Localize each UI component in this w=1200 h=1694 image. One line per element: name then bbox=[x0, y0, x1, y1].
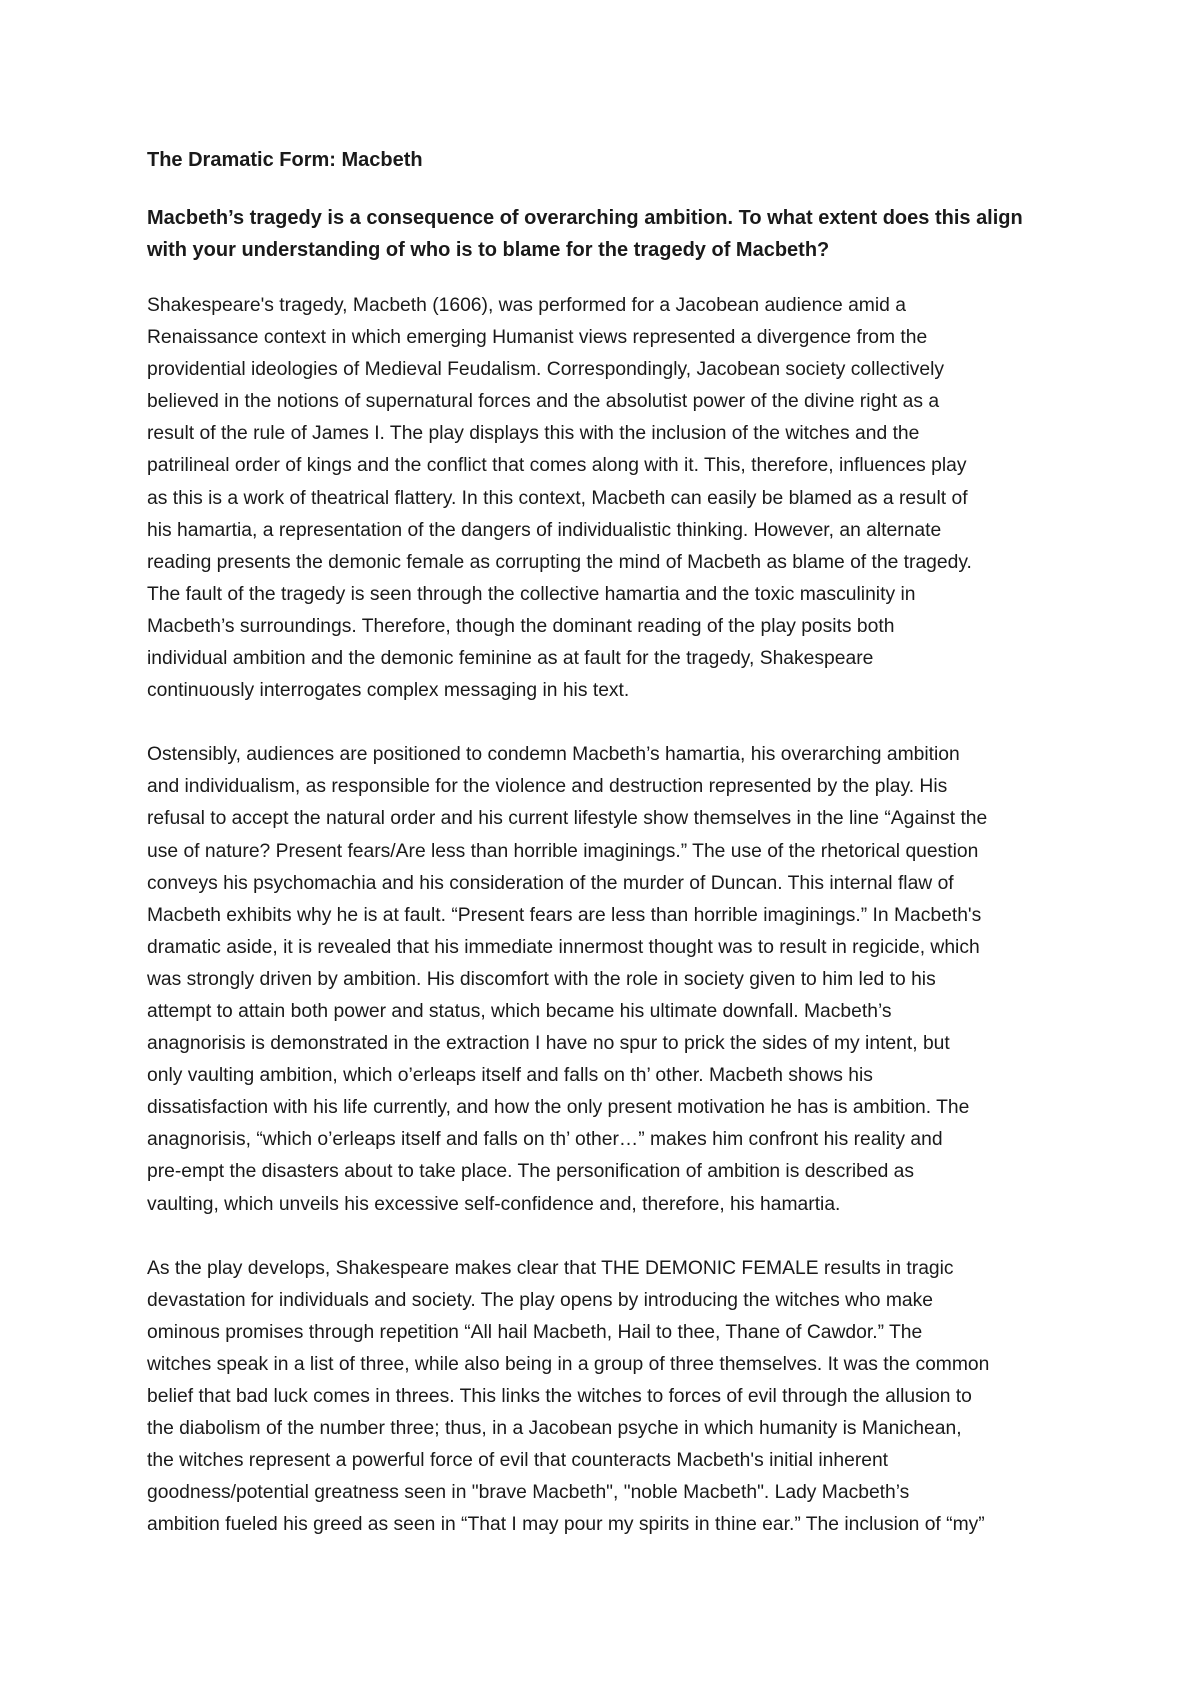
essay-question bbox=[147, 202, 1077, 266]
paragraph-line: witches speak in a list of three, while also being in a group of three themselves. It was the common bbox=[147, 1353, 990, 1375]
paragraph-line: only vaulting ambition, which o’erleaps itself and falls on th’ other. Macbeth shows his bbox=[147, 1065, 873, 1087]
paragraph-line: goodness/potential greatness seen in "brave Macbeth", "noble Macbeth". Lady Macbeth’s bbox=[147, 1482, 910, 1504]
paragraph-line: result of the rule of James I. The play displays this with the inclusion of the witches and the bbox=[147, 423, 920, 445]
paragraph-line: pre-empt the disasters about to take place. The personification of ambition is described as bbox=[147, 1161, 915, 1183]
paragraph-line: As the play develops, Shakespeare makes clear that THE DEMONIC FEMALE results in tragic bbox=[147, 1257, 954, 1279]
question-line: with your understanding of who is to blame for the tragedy of Macbeth? bbox=[147, 239, 830, 261]
paragraph-line: continuously interrogates complex messaging in his text. bbox=[147, 680, 630, 702]
paragraph-line: and individualism, as responsible for the violence and destruction represented by the play. His bbox=[147, 776, 948, 798]
paragraph-line: Shakespeare's tragedy, Macbeth (1606), was performed for a Jacobean audience amid a bbox=[147, 295, 906, 316]
paragraph-line: anagnorisis, “which o’erleaps itself and falls on th’ other…” makes him confront his reality and bbox=[147, 1129, 943, 1151]
question-line: Macbeth’s tragedy is a consequence of overarching ambition. To what extent does this align bbox=[147, 207, 1023, 229]
paragraph-line: believed in the notions of supernatural forces and the absolutist power of the divine right as a bbox=[147, 391, 940, 413]
paragraph-line: ambition fueled his greed as seen in “That I may pour my spirits in thine ear.” The inclusion of “my” bbox=[147, 1514, 985, 1536]
paragraph-line: dramatic aside, it is revealed that his immediate innermost thought was to result in regicide, which bbox=[147, 936, 980, 958]
document-page bbox=[147, 140, 1077, 1573]
paragraph-line: devastation for individuals and society. The play opens by introducing the witches who make bbox=[147, 1289, 933, 1311]
paragraph-line: patrilineal order of kings and the conflict that comes along with it. This, therefore, influences play bbox=[147, 455, 967, 477]
paragraph-line: as this is a work of theatrical flattery. In this context, Macbeth can easily be blamed as a result of bbox=[147, 487, 968, 509]
paragraph-line: refusal to accept the natural order and his current lifestyle show themselves in the line “Against the bbox=[147, 808, 988, 830]
paragraph-line: Macbeth exhibits why he is at fault. “Present fears are less than horrible imaginings.” In Macbeth's bbox=[147, 904, 982, 926]
paragraph-line: Macbeth’s surroundings. Therefore, though the dominant reading of the play posits both bbox=[147, 615, 895, 637]
paragraph-line: vaulting, which unveils his excessive self-confidence and, therefore, his hamartia. bbox=[147, 1193, 841, 1215]
body-paragraph bbox=[147, 290, 1077, 707]
paragraph-line: attempt to attain both power and status, which became his ultimate downfall. Macbeth’s bbox=[147, 1000, 892, 1022]
paragraph-line: anagnorisis is demonstrated in the extraction I have no spur to prick the sides of my intent, but bbox=[147, 1033, 950, 1055]
body-paragraph bbox=[147, 739, 1077, 1220]
paragraph-line: Ostensibly, audiences are positioned to condemn Macbeth’s hamartia, his overarching ambition bbox=[147, 744, 960, 766]
paragraph-line: belief that bad luck comes in threes. This links the witches to forces of evil through the allusion to bbox=[147, 1386, 972, 1407]
essay-body bbox=[147, 290, 1077, 1541]
paragraph-line: providential ideologies of Medieval Feudalism. Correspondingly, Jacobean society collectively bbox=[147, 359, 945, 381]
paragraph-line: was strongly driven by ambition. His discomfort with the role in society given to him led to his bbox=[147, 968, 936, 990]
paragraph-line: use of nature? Present fears/Are less than horrible imaginings.” The use of the rhetorical question bbox=[147, 840, 979, 862]
paragraph-line: ominous promises through repetition “All hail Macbeth, Hail to thee, Thane of Cawdor.” The bbox=[147, 1321, 923, 1343]
paragraph-line: The fault of the tragedy is seen through the collective hamartia and the toxic masculinity in bbox=[147, 583, 916, 605]
paragraph-line: the diabolism of the number three; thus, in a Jacobean psyche in which humanity is Manichean, bbox=[147, 1418, 962, 1440]
paragraph-line: the witches represent a powerful force of evil that counteracts Macbeth's initial inherent bbox=[147, 1450, 889, 1472]
body-paragraph bbox=[147, 1253, 1077, 1542]
document-title: The Dramatic Form: Macbeth bbox=[147, 149, 423, 171]
paragraph-line: Renaissance context in which emerging Humanist views represented a divergence from the bbox=[147, 327, 928, 349]
paragraph-line: conveys his psychomachia and his consideration of the murder of Duncan. This internal flaw of bbox=[147, 872, 954, 894]
paragraph-line: individual ambition and the demonic feminine as at fault for the tragedy, Shakespeare bbox=[147, 648, 874, 670]
paragraph-line: dissatisfaction with his life currently, and how the only present motivation he has is ambition. The bbox=[147, 1097, 970, 1119]
paragraph-line: his hamartia, a representation of the dangers of individualistic thinking. However, an alternate bbox=[147, 519, 942, 541]
paragraph-line: reading presents the demonic female as corrupting the mind of Macbeth as blame of the tragedy. bbox=[147, 551, 972, 573]
